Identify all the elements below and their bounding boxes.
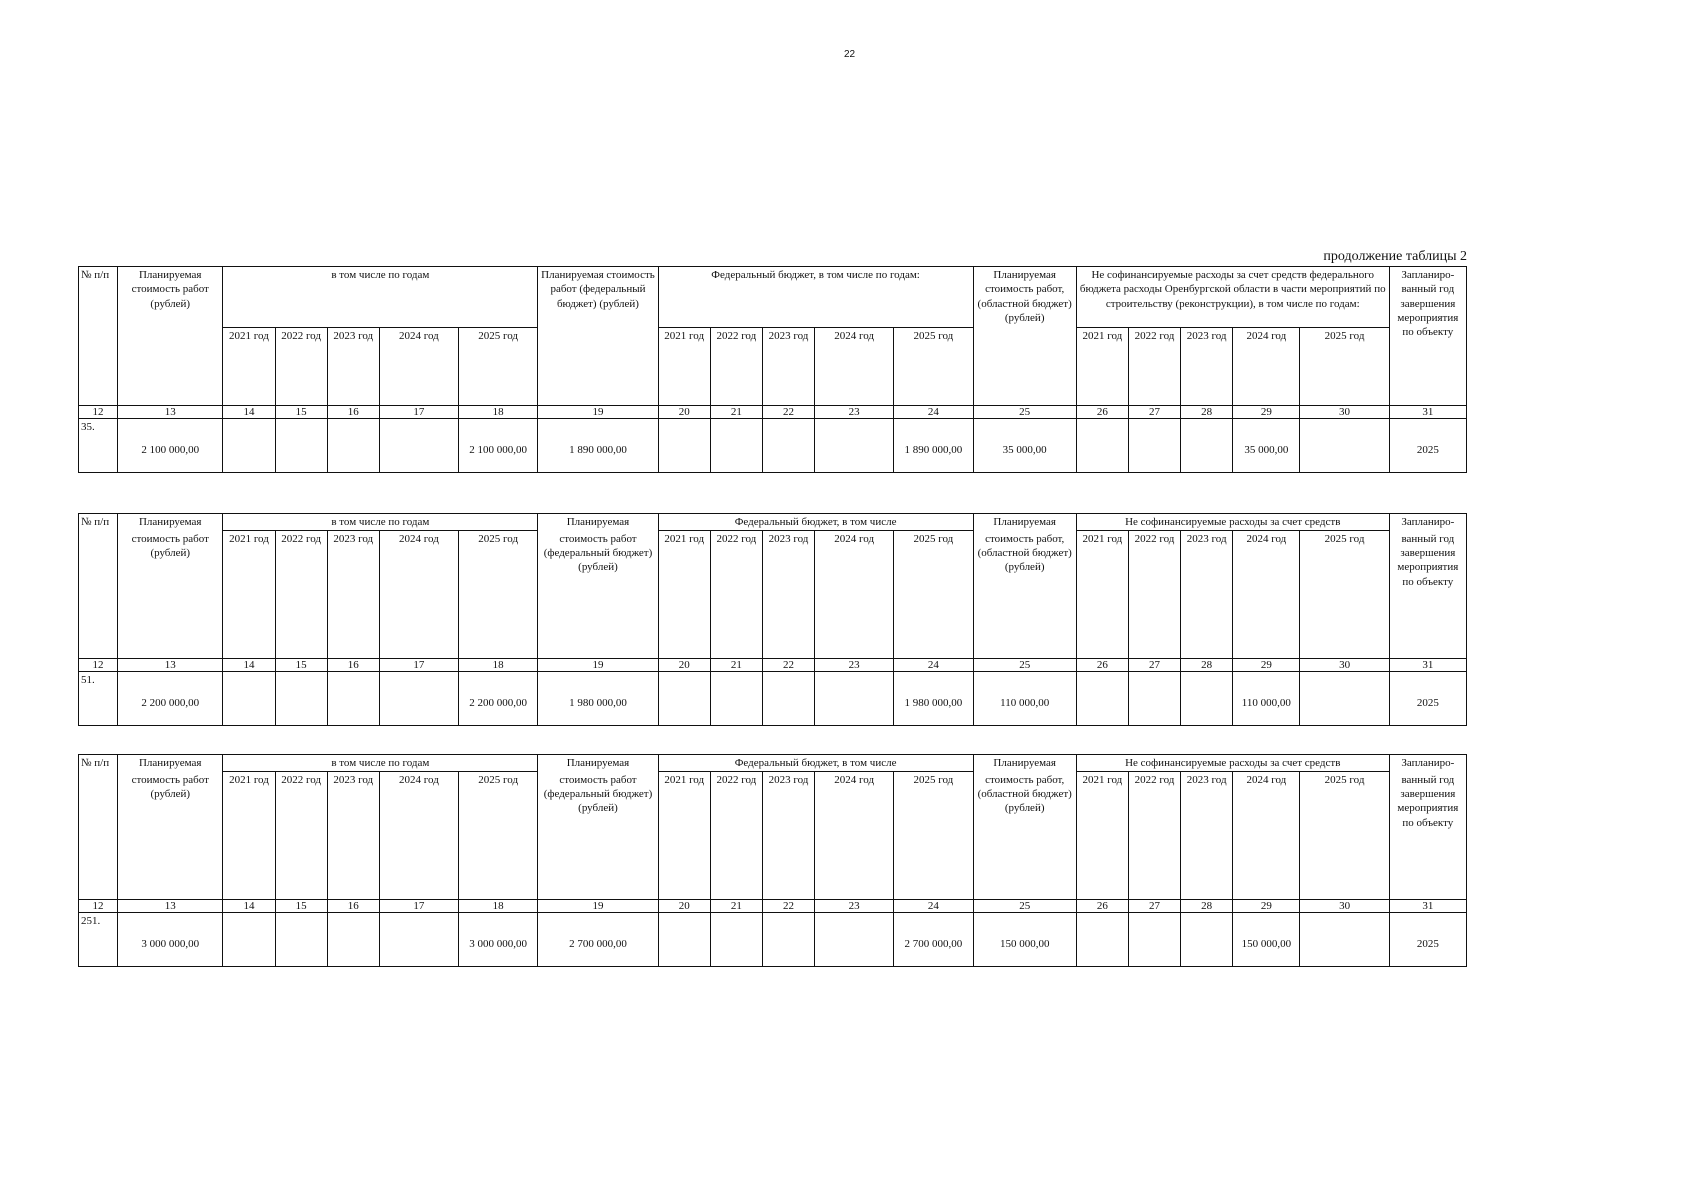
header-year-2024: 2024 год xyxy=(379,772,458,900)
header-planned-cost-line-2: стоимость работ xyxy=(131,773,209,786)
column-number: 29 xyxy=(1233,900,1300,913)
cost-2025: 2 100 000,00 xyxy=(459,419,538,473)
header-year-2025: 2025 год xyxy=(459,772,538,900)
nonco-2023 xyxy=(1181,913,1233,967)
header-regional-cost-top: Планируемая xyxy=(973,755,1076,772)
header-by-years: в том числе по годам xyxy=(223,514,538,531)
header-fed-year-2023: 2023 год xyxy=(762,328,814,406)
header-year-2021: 2021 год xyxy=(223,328,275,406)
cost-2022 xyxy=(275,672,327,726)
header-planned-cost-top: Планируемая xyxy=(118,755,223,772)
nonco-2025 xyxy=(1300,672,1389,726)
cost-2025: 3 000 000,00 xyxy=(459,913,538,967)
header-nonco-year-2022: 2022 год xyxy=(1128,772,1180,900)
fed-2021 xyxy=(658,672,710,726)
row-number: 35. xyxy=(79,419,118,473)
column-number: 22 xyxy=(762,406,814,419)
fed-2022 xyxy=(710,672,762,726)
cost-2021 xyxy=(223,419,275,473)
header-non-cofinanced: Не софинансируемые расходы за счет средств федерального бюджета расходы Оренбургской области в части мероприятий по строительству (реконструкции), в том числе по годам: xyxy=(1076,267,1389,328)
column-number: 16 xyxy=(327,659,379,672)
header-fed-year-2025: 2025 год xyxy=(894,531,973,659)
column-number: 15 xyxy=(275,659,327,672)
column-number: 29 xyxy=(1233,406,1300,419)
completion-year: 2025 xyxy=(1389,672,1466,726)
header-fed-year-2021: 2021 год xyxy=(658,772,710,900)
header-planned-cost-line-3: (рублей) xyxy=(150,788,191,801)
column-number: 12 xyxy=(79,406,118,419)
header-nonco-year-2024: 2024 год xyxy=(1233,328,1300,406)
header-year-2024: 2024 год xyxy=(379,328,458,406)
column-number: 20 xyxy=(658,406,710,419)
header-year-2022: 2022 год xyxy=(275,772,327,900)
header-completion-year: Запланиро-ванный год завершения мероприятия по объекту xyxy=(1389,267,1466,406)
header-year-2021: 2021 год xyxy=(223,772,275,900)
header-nonco-year-2021: 2021 год xyxy=(1076,328,1128,406)
column-number: 31 xyxy=(1389,406,1466,419)
header-planned-cost-top: Планируемая xyxy=(118,514,223,531)
header-year-2023: 2023 год xyxy=(327,531,379,659)
nonco-2022 xyxy=(1128,913,1180,967)
cost-2024 xyxy=(379,419,458,473)
regional-cost: 110 000,00 xyxy=(973,672,1076,726)
header-completion-year: ванный год завершения мероприятия по объекту xyxy=(1389,772,1466,900)
column-number: 21 xyxy=(710,900,762,913)
header-fed-year-2023: 2023 год xyxy=(762,531,814,659)
table-caption: продолжение таблицы 2 xyxy=(1323,249,1467,264)
header-fed-year-2025: 2025 год xyxy=(894,772,973,900)
column-number: 14 xyxy=(223,659,275,672)
header-fed-year-2021: 2021 год xyxy=(658,531,710,659)
header-year-2025: 2025 год xyxy=(459,531,538,659)
column-number: 21 xyxy=(710,406,762,419)
column-number: 25 xyxy=(973,406,1076,419)
column-number: 28 xyxy=(1181,659,1233,672)
column-number: 18 xyxy=(459,659,538,672)
header-nonco-year-2025: 2025 год xyxy=(1300,531,1389,659)
header-by-years: в том числе по годам xyxy=(223,755,538,772)
column-number-row xyxy=(79,659,1467,672)
table-row xyxy=(79,913,1467,967)
fed-2024 xyxy=(815,419,894,473)
column-number: 20 xyxy=(658,659,710,672)
federal-cost: 1 890 000,00 xyxy=(538,419,658,473)
column-number: 22 xyxy=(762,900,814,913)
header-nonco-year-2023: 2023 год xyxy=(1181,772,1233,900)
column-number: 25 xyxy=(973,900,1076,913)
column-number: 17 xyxy=(379,659,458,672)
header-nonco-year-2024: 2024 год xyxy=(1233,772,1300,900)
header-year-2022: 2022 год xyxy=(275,531,327,659)
budget-table-1 xyxy=(78,266,1467,473)
column-number: 16 xyxy=(327,900,379,913)
header-federal-cost-top: Планируемая xyxy=(538,514,658,531)
header-regional-cost-top: Планируемая xyxy=(973,514,1076,531)
nonco-2024: 150 000,00 xyxy=(1233,913,1300,967)
nonco-2022 xyxy=(1128,419,1180,473)
planned-cost: 2 200 000,00 xyxy=(118,672,223,726)
column-number: 26 xyxy=(1076,900,1128,913)
federal-cost: 1 980 000,00 xyxy=(538,672,658,726)
column-number: 27 xyxy=(1128,900,1180,913)
column-number: 30 xyxy=(1300,406,1389,419)
column-number: 23 xyxy=(815,659,894,672)
header-federal-cost-top: Планируемая xyxy=(538,755,658,772)
planned-cost: 3 000 000,00 xyxy=(118,913,223,967)
header-federal-budget: Федеральный бюджет, в том числе xyxy=(658,755,973,772)
column-number: 19 xyxy=(538,900,658,913)
header-year-2021: 2021 год xyxy=(223,531,275,659)
column-number: 15 xyxy=(275,900,327,913)
column-number: 30 xyxy=(1300,659,1389,672)
column-number: 19 xyxy=(538,406,658,419)
column-number: 21 xyxy=(710,659,762,672)
column-number: 13 xyxy=(118,900,223,913)
header-nonco-year-2024: 2024 год xyxy=(1233,531,1300,659)
header-non-cofinanced: Не софинансируемые расходы за счет средств xyxy=(1076,514,1389,531)
completion-year: 2025 xyxy=(1389,419,1466,473)
row-number: 251. xyxy=(79,913,118,967)
column-number: 19 xyxy=(538,659,658,672)
column-number: 23 xyxy=(815,406,894,419)
nonco-2023 xyxy=(1181,419,1233,473)
column-number: 31 xyxy=(1389,659,1466,672)
column-number: 28 xyxy=(1181,900,1233,913)
header-planned-cost: Планируемая стоимость работ (рублей) xyxy=(118,267,223,406)
nonco-2022 xyxy=(1128,672,1180,726)
column-number: 14 xyxy=(223,900,275,913)
nonco-2021 xyxy=(1076,419,1128,473)
column-number: 31 xyxy=(1389,900,1466,913)
table-row xyxy=(79,419,1467,473)
column-number-row xyxy=(79,406,1467,419)
cost-2021 xyxy=(223,913,275,967)
cost-2024 xyxy=(379,672,458,726)
column-number: 27 xyxy=(1128,406,1180,419)
header-fed-year-2021: 2021 год xyxy=(658,328,710,406)
column-number: 20 xyxy=(658,900,710,913)
fed-2021 xyxy=(658,913,710,967)
header-year-2023: 2023 год xyxy=(327,772,379,900)
column-number: 15 xyxy=(275,406,327,419)
fed-2023 xyxy=(762,672,814,726)
header-fed-year-2022: 2022 год xyxy=(710,531,762,659)
fed-2025: 2 700 000,00 xyxy=(894,913,973,967)
regional-cost: 35 000,00 xyxy=(973,419,1076,473)
fed-2025: 1 890 000,00 xyxy=(894,419,973,473)
fed-2024 xyxy=(815,672,894,726)
table-row xyxy=(79,672,1467,726)
column-number: 29 xyxy=(1233,659,1300,672)
column-number: 12 xyxy=(79,900,118,913)
column-number: 30 xyxy=(1300,900,1389,913)
header-regional-cost: стоимость работ, (областной бюджет) (рублей) xyxy=(973,531,1076,659)
header-year-2025: 2025 год xyxy=(459,328,538,406)
cost-2022 xyxy=(275,913,327,967)
page-number: 22 xyxy=(843,49,856,60)
header-nonco-year-2023: 2023 год xyxy=(1181,531,1233,659)
cost-2021 xyxy=(223,672,275,726)
column-number: 22 xyxy=(762,659,814,672)
nonco-2021 xyxy=(1076,913,1128,967)
fed-2023 xyxy=(762,419,814,473)
column-number: 23 xyxy=(815,900,894,913)
header-fed-year-2022: 2022 год xyxy=(710,328,762,406)
cost-2023 xyxy=(327,419,379,473)
header-planned-cost-line-3: (рублей) xyxy=(150,547,191,560)
header-fed-year-2024: 2024 год xyxy=(815,328,894,406)
header-nonco-year-2023: 2023 год xyxy=(1181,328,1233,406)
cost-2025: 2 200 000,00 xyxy=(459,672,538,726)
nonco-2025 xyxy=(1300,419,1389,473)
cost-2022 xyxy=(275,419,327,473)
header-year-2024: 2024 год xyxy=(379,531,458,659)
header-federal-cost: стоимость работ (федеральный бюджет) (рублей) xyxy=(538,772,658,900)
header-fed-year-2024: 2024 год xyxy=(815,531,894,659)
header-planned-cost xyxy=(118,772,223,900)
nonco-2024: 35 000,00 xyxy=(1233,419,1300,473)
column-number-row xyxy=(79,900,1467,913)
header-nonco-year-2022: 2022 год xyxy=(1128,531,1180,659)
nonco-2025 xyxy=(1300,913,1389,967)
header-nonco-year-2021: 2021 год xyxy=(1076,531,1128,659)
header-completion-year-top: Запланиро- xyxy=(1389,514,1466,531)
fed-2022 xyxy=(710,419,762,473)
header-number: № п/п xyxy=(79,514,118,659)
column-number: 28 xyxy=(1181,406,1233,419)
header-by-years: в том числе по годам xyxy=(223,267,538,328)
regional-cost: 150 000,00 xyxy=(973,913,1076,967)
header-number: № п/п xyxy=(79,267,118,406)
fed-2022 xyxy=(710,913,762,967)
header-fed-year-2023: 2023 год xyxy=(762,772,814,900)
fed-2021 xyxy=(658,419,710,473)
header-regional-cost: стоимость работ, (областной бюджет) (рублей) xyxy=(973,772,1076,900)
fed-2025: 1 980 000,00 xyxy=(894,672,973,726)
column-number: 26 xyxy=(1076,659,1128,672)
column-number: 17 xyxy=(379,406,458,419)
column-number: 13 xyxy=(118,406,223,419)
header-number: № п/п xyxy=(79,755,118,900)
column-number: 27 xyxy=(1128,659,1180,672)
planned-cost: 2 100 000,00 xyxy=(118,419,223,473)
row-number: 51. xyxy=(79,672,118,726)
federal-cost: 2 700 000,00 xyxy=(538,913,658,967)
column-number: 12 xyxy=(79,659,118,672)
fed-2023 xyxy=(762,913,814,967)
budget-table-2 xyxy=(78,513,1467,726)
header-regional-cost: Планируемая стоимость работ, (областной бюджет) (рублей) xyxy=(973,267,1076,406)
nonco-2021 xyxy=(1076,672,1128,726)
cost-2023 xyxy=(327,913,379,967)
column-number: 18 xyxy=(459,900,538,913)
header-year-2023: 2023 год xyxy=(327,328,379,406)
column-number: 18 xyxy=(459,406,538,419)
header-nonco-year-2021: 2021 год xyxy=(1076,772,1128,900)
header-nonco-year-2022: 2022 год xyxy=(1128,328,1180,406)
header-federal-cost: Планируемая стоимость работ (федеральный бюджет) (рублей) xyxy=(538,267,658,406)
header-fed-year-2024: 2024 год xyxy=(815,772,894,900)
column-number: 17 xyxy=(379,900,458,913)
nonco-2024: 110 000,00 xyxy=(1233,672,1300,726)
nonco-2023 xyxy=(1181,672,1233,726)
header-completion-year-top: Запланиро- xyxy=(1389,755,1466,772)
column-number: 13 xyxy=(118,659,223,672)
header-year-2022: 2022 год xyxy=(275,328,327,406)
header-federal-cost: стоимость работ (федеральный бюджет) (рублей) xyxy=(538,531,658,659)
column-number: 24 xyxy=(894,406,973,419)
completion-year: 2025 xyxy=(1389,913,1466,967)
cost-2024 xyxy=(379,913,458,967)
header-nonco-year-2025: 2025 год xyxy=(1300,328,1389,406)
header-planned-cost xyxy=(118,531,223,659)
column-number: 14 xyxy=(223,406,275,419)
header-non-cofinanced: Не софинансируемые расходы за счет средств xyxy=(1076,755,1389,772)
header-completion-year: ванный год завершения мероприятия по объекту xyxy=(1389,531,1466,659)
header-fed-year-2022: 2022 год xyxy=(710,772,762,900)
fed-2024 xyxy=(815,913,894,967)
header-fed-year-2025: 2025 год xyxy=(894,328,973,406)
header-nonco-year-2025: 2025 год xyxy=(1300,772,1389,900)
column-number: 24 xyxy=(894,659,973,672)
header-federal-budget: Федеральный бюджет, в том числе по годам: xyxy=(658,267,973,328)
cost-2023 xyxy=(327,672,379,726)
column-number: 24 xyxy=(894,900,973,913)
column-number: 25 xyxy=(973,659,1076,672)
column-number: 16 xyxy=(327,406,379,419)
header-federal-budget: Федеральный бюджет, в том числе xyxy=(658,514,973,531)
header-planned-cost-line-2: стоимость работ xyxy=(131,532,209,545)
column-number: 26 xyxy=(1076,406,1128,419)
budget-table-3 xyxy=(78,754,1467,967)
